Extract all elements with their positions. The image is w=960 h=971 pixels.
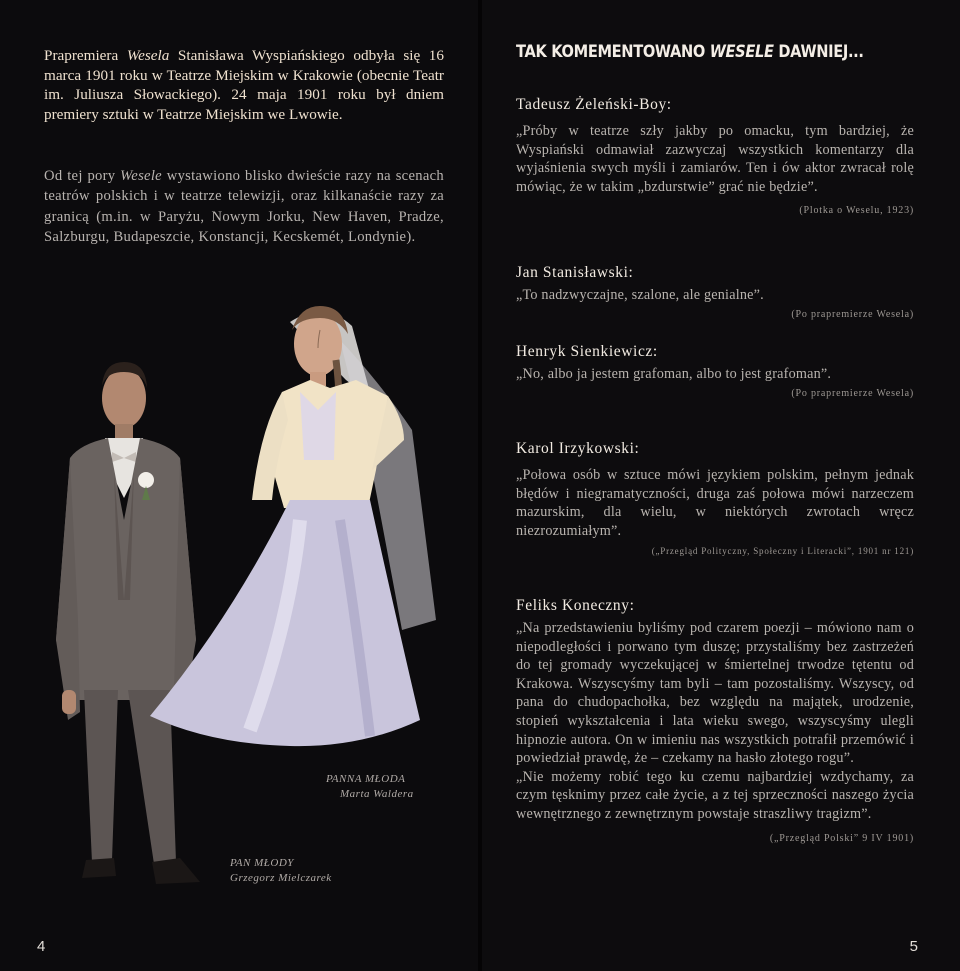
quote-block <box>516 264 914 320</box>
groom-figure <box>56 362 200 884</box>
play-title: Wesela <box>126 47 170 64</box>
quote-source: (Plotka o Weselu, 1923) <box>799 205 914 217</box>
quote-text: „Próby w teatrze szły jakby po omacku, tym bardziej, że Wyspiański odmawiał zazwyczaj wszystkich komentarzy dla wyjaśnienia swych myśli i zamiarów. Ten i ów aktor zwracał rolę mówiąc, że w takim „bzdurstwie” grać nie będzie”. <box>516 123 914 195</box>
bride-caption <box>326 772 414 802</box>
quote-author: Karol Irzykowski: <box>516 440 640 457</box>
page-heading: TAK KOMEMENTOWANO WESELE DAWNIEJ... <box>516 42 864 62</box>
quote-block <box>516 440 914 556</box>
quote-text: „No, albo ja jestem grafoman, albo to jest grafoman”. <box>516 366 832 382</box>
quote-text: „To nadzwyczajne, szalone, ale genialne”. <box>516 287 764 303</box>
quote-text-continued: „Nie możemy robić tego ku czemu najbardziej wzdychamy, za czym tęsknimy przez całe życie, a z tej sprzeczności naszego życia wewnętrznego z zewnętrznym powstaje straszliwy tragizm”. <box>516 768 914 822</box>
quote-block <box>516 96 914 216</box>
quote-author: Jan Stanisławski: <box>516 264 634 281</box>
intro-stagings-paragraph: Od tej pory Wesele wystawiono blisko dwieście razy na scenach teatrów polskich i w teatrze telewizji, oraz kilkanaście razy za granicą (m.in. w Paryżu, Nowym Jorku, New Haven, Pradze, Salzburgu, Budapeszcie, Konstancji, Kecskemét, Londynie). <box>44 168 444 245</box>
groom-actor: Grzegorz Mielczarek <box>230 872 332 884</box>
quote-source: („Przegląd Polski” 9 IV 1901) <box>769 832 914 844</box>
page-number-left: 4 <box>37 938 46 955</box>
groom-role: PAN MŁODY <box>230 857 294 869</box>
quote-author: Tadeusz Żeleński-Boy: <box>516 96 672 113</box>
bride-figure <box>150 306 436 746</box>
left-page <box>0 0 478 971</box>
quote-source: („Przegląd Polityczny, Społeczny i Literacki”, 1901 nr 121) <box>651 546 914 557</box>
quote-text: „Na przedstawieniu byliśmy pod czarem poezji – mówiono nam o niepodległości i porwano tym duszę; przystaliśmy bez zastrzeżeń do tej gromady wyczekującej w śmiertelnej trwodze tętentu od Krakowa. Wszyscyśmy tam byli – tam pozostaliśmy. Wszyscy, od pana do chudopachołka, bez względu na majątek, urodzenie, stopień wykształcenia i lata wieku swego, wszyscyśmy ulegli hipnozie autora. On w imieniu nas wszystkich potrafił przemówić i powiedział prawdę, że – czekamy na hasło złotego rogu”. <box>516 620 914 767</box>
quote-source: (Po prapremierze Wesela) <box>791 308 914 320</box>
play-title: Wesele <box>120 168 162 184</box>
quote-block <box>516 343 914 399</box>
couple-photo <box>0 300 478 900</box>
quote-author: Henryk Sienkiewicz: <box>516 343 658 360</box>
quote-text: „Połowa osób w sztuce mówi językiem polskim, pełnym jednak błędów i niegramatyczności, druga zaś połowa mówi narzeczem mazurskim, dla wielu, w niektórych zwrotach wręcz niezrozumiałym”. <box>516 467 914 539</box>
right-page <box>482 0 960 971</box>
quote-block <box>516 597 914 844</box>
bride-actor: Marta Waldera <box>340 788 414 800</box>
groom-caption <box>230 856 332 886</box>
page-number-right: 5 <box>909 938 918 955</box>
quote-author: Feliks Koneczny: <box>516 597 635 614</box>
bride-role: PANNA MŁODA <box>326 773 406 785</box>
quote-source: (Po prapremierze Wesela) <box>791 387 914 399</box>
intro-premiere-paragraph: Prapremiera Wesela Stanisława Wyspiańskiego odbyła się 16 marca 1901 roku w Teatrze Miejskim w Krakowie (obecnie Teatr im. Juliusza Słowackiego). 24 maja 1901 roku był dniem premiery sztuki w Teatrze Miejskim we Lwowie. <box>44 47 444 123</box>
